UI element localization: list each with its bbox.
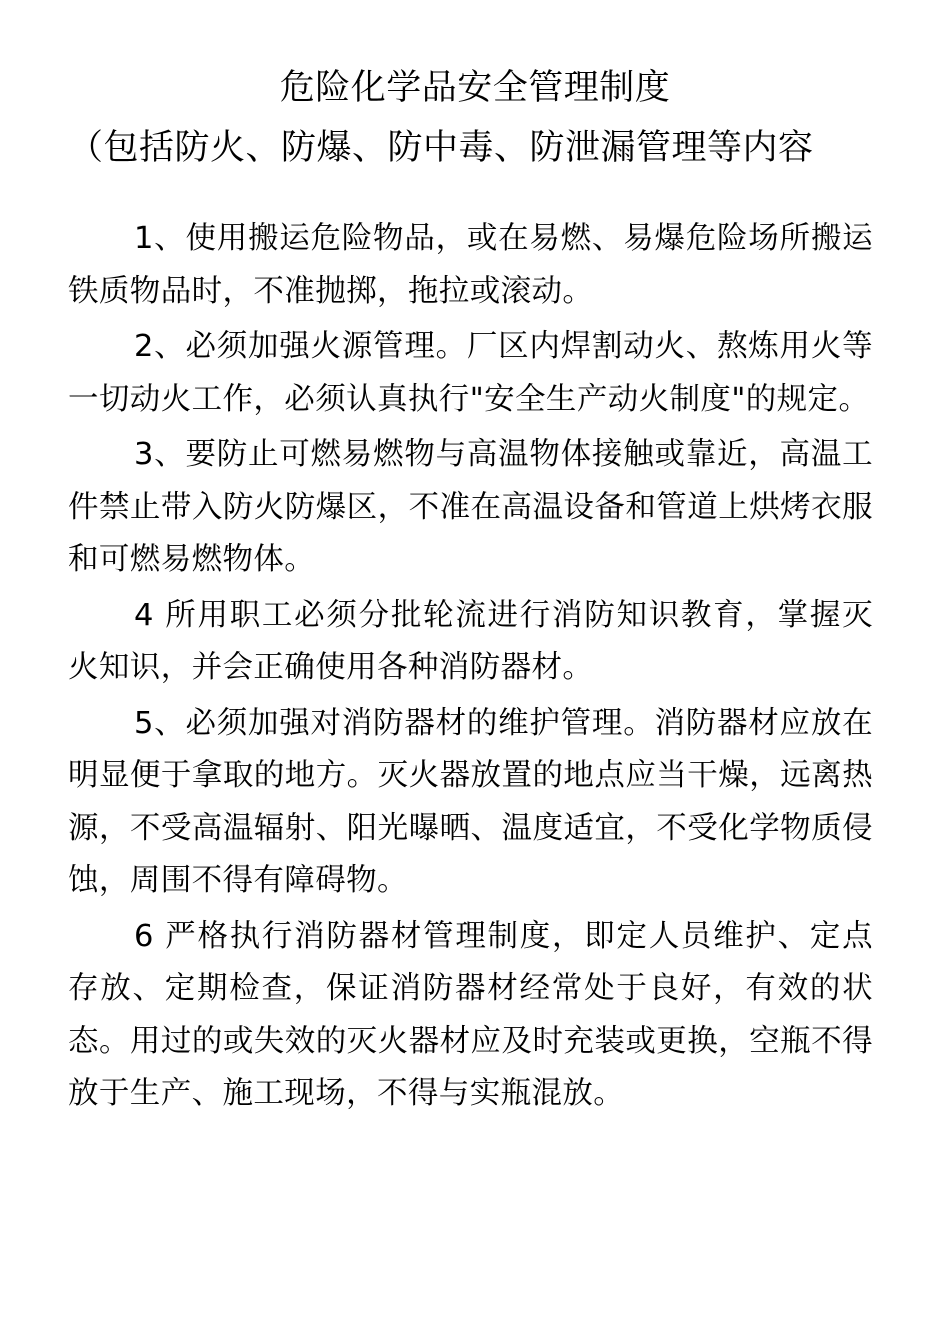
document-subtitle: （包括防火、防爆、防中毒、防泄漏管理等内容 — [68, 128, 814, 168]
paragraph-3: 3、要防止可燃易燃物与高温物体接触或靠近，高温工件禁止带入防火防爆区，不准在高温设备和管道上烘烤衣服和可燃易燃物体。 — [68, 437, 873, 577]
document-body — [68, 213, 873, 1124]
document-title: 危险化学品安全管理制度 — [279, 68, 671, 108]
paragraph-4: 4 所用职工必须分批轮流进行消防知识教育，掌握灭火知识，并会正确使用各种消防器材。 — [68, 597, 873, 685]
paragraph-6: 6 严格执行消防器材管理制度，即定人员维护、定点存放、定期检查，保证消防器材经常处于良好，有效的状态。用过的或失效的灭火器材应及时充装或更换，空瓶不得放于生产、施工现场，不得与实瓶混放。 — [68, 918, 873, 1111]
paragraph-1: 1、使用搬运危险物品，或在易燃、易爆危险场所搬运铁质物品时，不准抛掷，拖拉或滚动。 — [68, 221, 873, 309]
paragraph-2: 2、必须加强火源管理。厂区内焊割动火、熬炼用火等一切动火工作，必须认真执行"安全生产动火制度"的规定。 — [68, 329, 873, 417]
paragraph-5: 5、必须加强对消防器材的维护管理。消防器材应放在明显便于拿取的地方。灭火器放置的地点应当干燥，远离热源，不受高温辐射、阳光曝晒、温度适宜，不受化学物质侵蚀，周围不得有障碍物。 — [68, 705, 873, 898]
